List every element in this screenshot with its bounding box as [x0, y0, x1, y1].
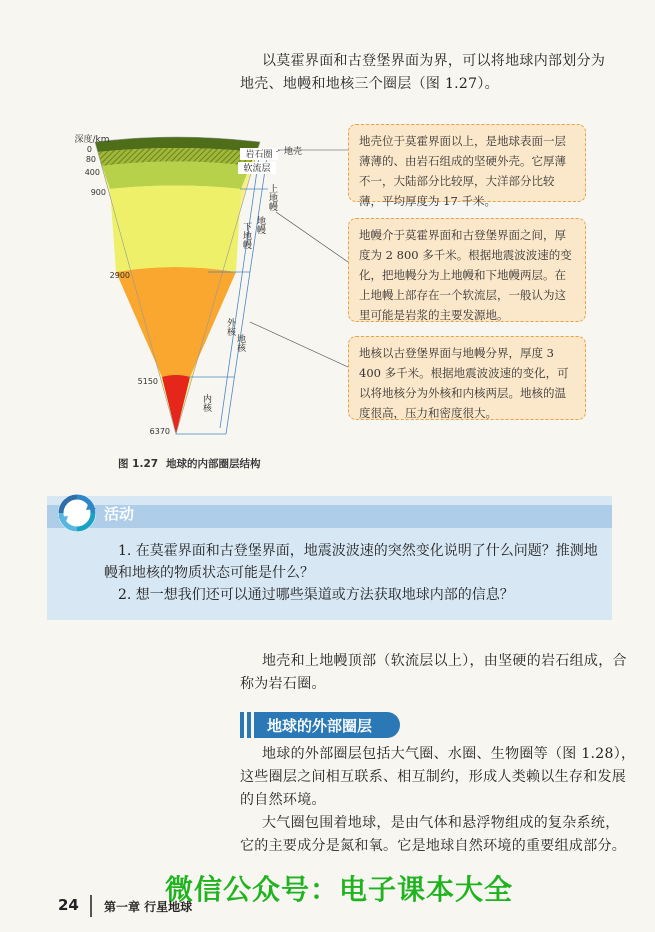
- section-title: 地球的外部圈层: [267, 717, 373, 735]
- crust-callout: 地壳位于莫霍界面以上，是地球表面一层薄薄的、由岩石组成的坚硬外壳。它厚薄不一，大陆部分比较厚，大洋部分比较薄，平均厚度为 17 千米。: [348, 124, 586, 202]
- depth-axis-label: 深度/km: [74, 135, 110, 145]
- figure-caption: [118, 456, 261, 471]
- section-p2-line-2: 它的主要成分是氮和氧。它是地球自然环境的重要组成部分。: [240, 838, 627, 854]
- activity-item-1-line-2: 幔和地核的物质状态可能是什么？: [104, 565, 314, 581]
- depth-tick-900: 900: [90, 188, 106, 197]
- outer-core-label: 外核: [225, 318, 235, 336]
- chapter-label: 第一章 行星地球: [104, 900, 193, 914]
- footer-divider: [90, 895, 92, 917]
- activity-item-1-line-1: 1. 在莫霍界面和古登堡界面，地震波波速的突然变化说明了什么问题？推测地: [118, 543, 598, 559]
- depth-tick-5150: 5150: [137, 377, 158, 386]
- intro-line-1: 以莫霍界面和古登堡界面为界，可以将地球内部划分为: [262, 53, 606, 69]
- activity-title: 活动: [104, 505, 135, 523]
- inner-core-layer: [162, 375, 190, 434]
- asthenosphere-label: 软流层: [243, 164, 271, 174]
- depth-tick-0: 0: [86, 145, 92, 154]
- inner-core-label: 内核: [201, 394, 211, 412]
- core-callout: 地核以古登堡界面与地幔分界，厚度 3 400 多千米。根据地震波波速的变化，可以将地核分为外核和内核两层。地核的温度很高，压力和密度很大。: [348, 336, 586, 420]
- lithosphere-label: 岩石圈: [245, 150, 273, 160]
- upper-mantle-label: 上地幔: [267, 184, 277, 211]
- mantle-callout: 地幔介于莫霍界面和古登堡界面之间，厚度为 2 800 多千米。根据地震波波速的变化，把地幔分为上地幔和下地幔两层。在上地幔上部存在一个软流层，一般认为这里可能是岩浆的主要发源地。: [348, 218, 586, 322]
- asthenosphere-layer: [102, 162, 250, 190]
- depth-tick-2900: 2900: [109, 271, 130, 280]
- section-p1-line-3: 的自然环境。: [240, 792, 326, 808]
- depth-tick-400: 400: [84, 168, 100, 177]
- lower-mantle-label: 下地幔: [241, 222, 251, 249]
- depth-tick-80: 80: [85, 155, 96, 164]
- figure-caption-text: 地球的内部圈层结构: [166, 458, 261, 470]
- earth-interior-diagram: [74, 122, 355, 442]
- section-p1-line-2: 这些圈层之间相互联系、相互制约，形成人类赖以生存和发展: [240, 769, 627, 785]
- depth-tick-6370: 6370: [149, 427, 170, 436]
- watermark: 微信公众号：电子课本大全: [165, 873, 514, 906]
- lithosphere-para-line-1: 地壳和上地幔顶部（软流层以上），由坚硬的岩石组成，合: [262, 653, 627, 669]
- lithosphere-para-line-2: 称为岩石圈。: [240, 676, 326, 692]
- cycle-icon: [56, 492, 98, 534]
- core-label: 地核: [235, 334, 245, 352]
- activity-item-2: 2. 想一想我们还可以通过哪些渠道或方法获取地球内部的信息？: [118, 587, 514, 603]
- intro-line-2: 地壳、地幔和地核三个圈层（图 1.27）。: [240, 76, 499, 92]
- page-number: 24: [58, 896, 79, 914]
- section-p1-line-1: 地球的外部圈层包括大气圈、水圈、生物圈等（图 1.28），: [262, 746, 636, 762]
- crust-label: 地壳: [283, 147, 303, 157]
- figure-caption-number: 图 1.27: [118, 458, 159, 470]
- section-p2-line-1: 大气圈包围着地球，是由气体和悬浮物组成的复杂系统，: [262, 815, 620, 831]
- mantle-label: 地幔: [255, 216, 265, 234]
